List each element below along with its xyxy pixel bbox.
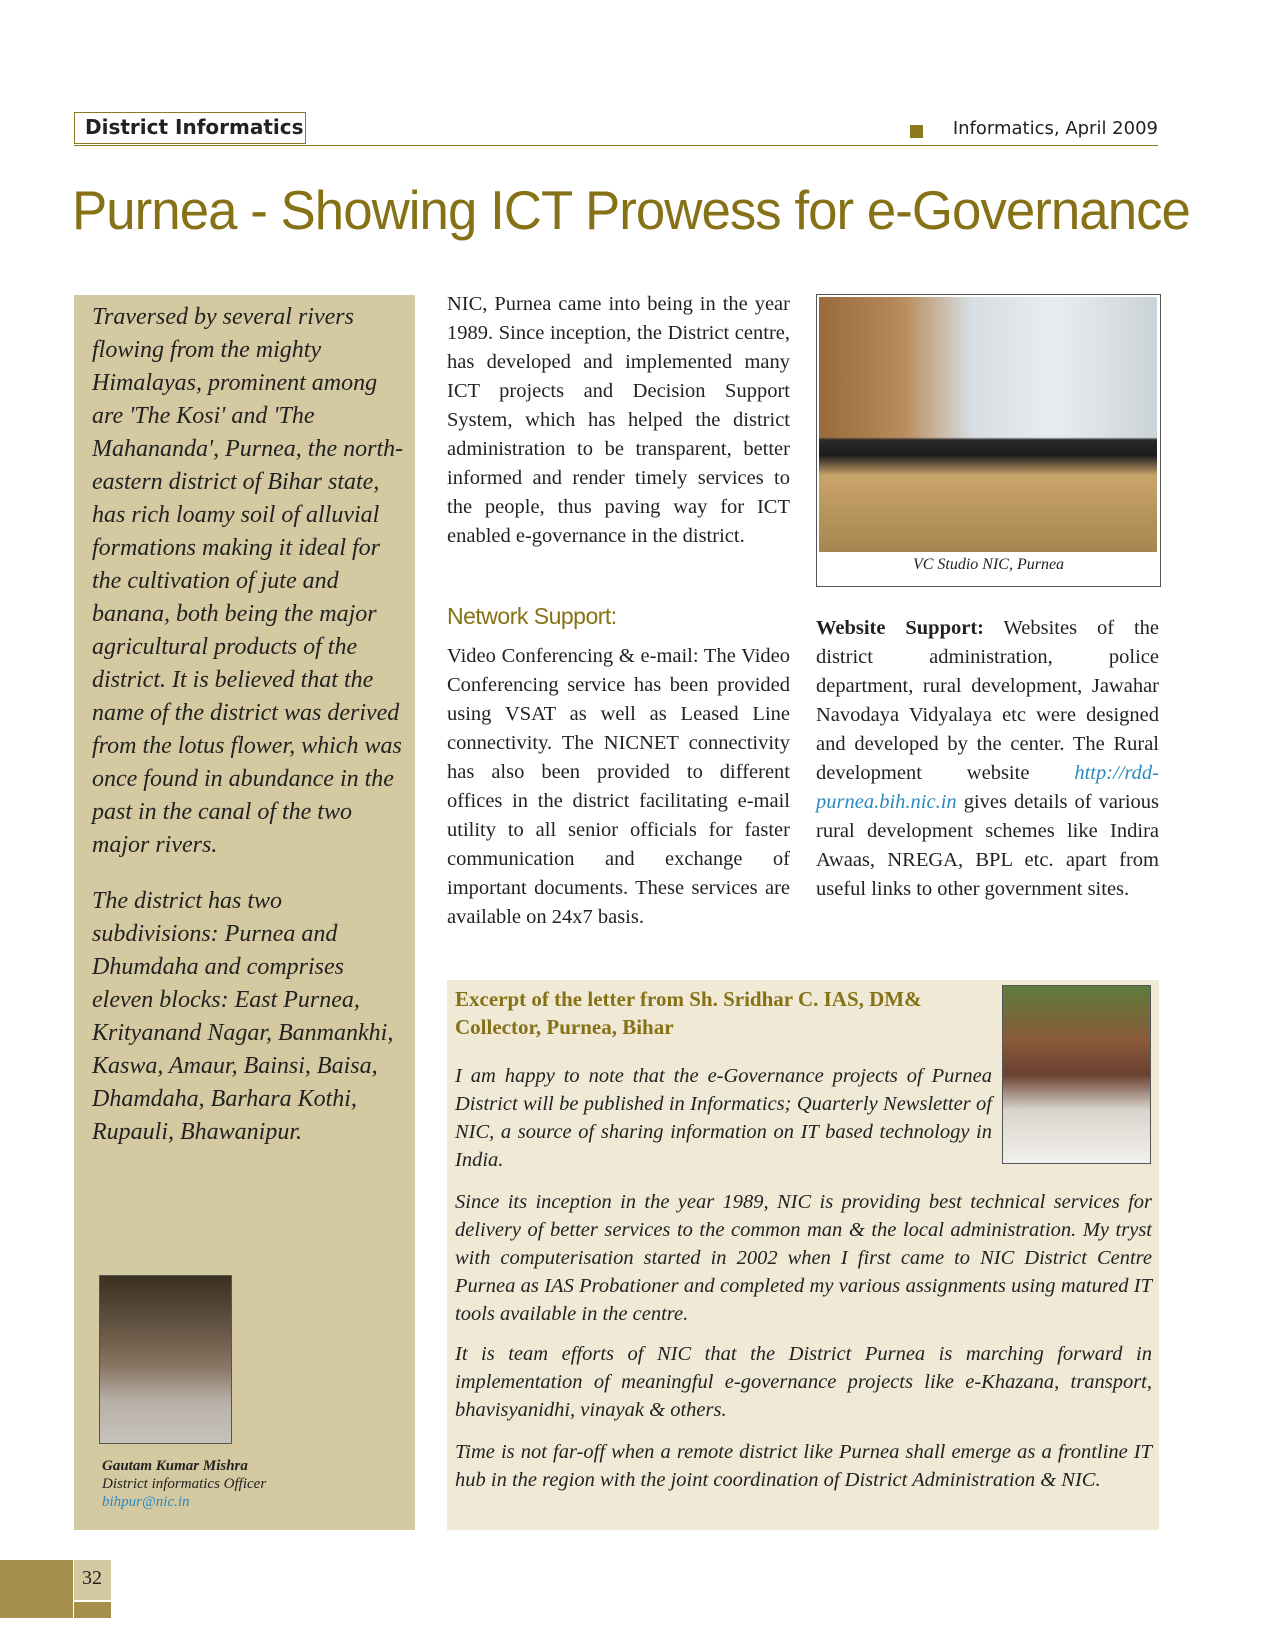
page-number: 32	[82, 1567, 102, 1589]
network-support-heading: Network Support:	[447, 603, 617, 629]
article-title: Purnea - Showing ICT Prowess for e-Governance	[72, 179, 1190, 241]
author-role: District informatics Officer	[102, 1476, 267, 1492]
author-email[interactable]: bihpur@nic.in	[102, 1494, 190, 1510]
excerpt-paragraph-3: It is team efforts of NIC that the District Purnea is marching forward in implementation of meaningful e-governance projects like e-Khazana, transport, bhavisyanidhi, vinayak & others.	[455, 1343, 1152, 1421]
vc-studio-caption: VC Studio NIC, Purnea	[912, 556, 1065, 573]
middle-paragraph-1: NIC, Purnea came into being in the year 1989. Since inception, the District centre, has developed and implemented many ICT projects and Decision Support System, which has helped the district administration to be transparent, better informed and render timely services to the people, thus paving way for ICT enabled e-governance in the district.	[447, 293, 790, 547]
excerpt-title: Excerpt of the letter from Sh. Sridhar C. IAS, DM& Collector, Purnea, Bihar	[455, 987, 922, 1039]
header-square-marker	[910, 125, 923, 138]
excerpt-paragraph-2: Since its inception in the year 1989, NIC is providing best technical services for delivery of better services to the common man & the local administration. My tryst with computerisation started in 2002 when I first came to NIC District Centre Purnea as IAS Probationer and completed my various assignments using matured IT tools available in the centre.	[455, 1191, 1152, 1325]
website-support-text-1: Websites of the district administration, police department, rural development, Jawahar Navodaya Vidyalaya etc were designed and developed by the center. The Rural development website	[816, 617, 1159, 784]
section-tag: District Informatics	[74, 112, 306, 144]
vc-studio-photo	[819, 297, 1157, 552]
middle-paragraph-2: Video Conferencing & e-mail: The Video Conferencing service has been provided using VSAT as well as Leased Line connectivity. The NICNET connectivity has also been provided to different offices in the district facilitating e-mail utility to all senior officials for faster communication and exchange of important documents. These services are available on 24x7 basis.	[447, 645, 790, 928]
author-name: Gautam Kumar Mishra	[102, 1458, 248, 1474]
author-photo	[99, 1275, 232, 1444]
intro-paragraph-2: The district has two subdivisions: Purnea and Dhumdaha and comprises eleven blocks: East Purnea, Krityanand Nagar, Banmankhi, Kaswa, Amaur, Bainsi, Baisa, Dhamdaha, Barhara Kothi, Rupauli, Bhawanipur.	[92, 888, 394, 1145]
intro-paragraph-1: Traversed by several rivers flowing from the mighty Himalayas, prominent among are 'The Kosi' and 'The Mahananda', Purnea, the north-eastern district of Bihar state, has rich loamy soil of alluvial formations making it ideal for the cultivation of jute and banana, both being the major agricultural products of the district. It is believed that the name of the district was derived from the lotus flower, which was once found in abundance in the past in the canal of the two major rivers.	[92, 304, 404, 858]
rdd-website-link[interactable]: http://rdd-purnea.bih.nic.in	[816, 762, 1159, 813]
excerpt-paragraph-1: I am happy to note that the e-Governance projects of Purnea District will be published in Informatics; Quarterly Newsletter of NIC, a source of sharing information on IT based technology in India.	[455, 1065, 992, 1171]
vc-studio-figure	[816, 294, 1161, 587]
website-support-label: Website Support:	[816, 617, 984, 639]
footer-block-left	[0, 1560, 73, 1618]
collector-photo	[1002, 985, 1151, 1164]
website-support-text-2: gives details of various rural development schemes like Indira Awaas, NREGA, BPL etc. apart from useful links to other government sites.	[816, 791, 1160, 900]
issue-label: Informatics, April 2009	[952, 118, 1158, 139]
excerpt-paragraph-4: Time is not far-off when a remote district like Purnea shall emerge as a frontline IT hub in the region with the joint coordination of District Administration & NIC.	[455, 1441, 1152, 1491]
header-rule	[74, 145, 1158, 146]
website-support-paragraph	[816, 614, 1159, 904]
footer-block-bottom	[74, 1602, 111, 1618]
